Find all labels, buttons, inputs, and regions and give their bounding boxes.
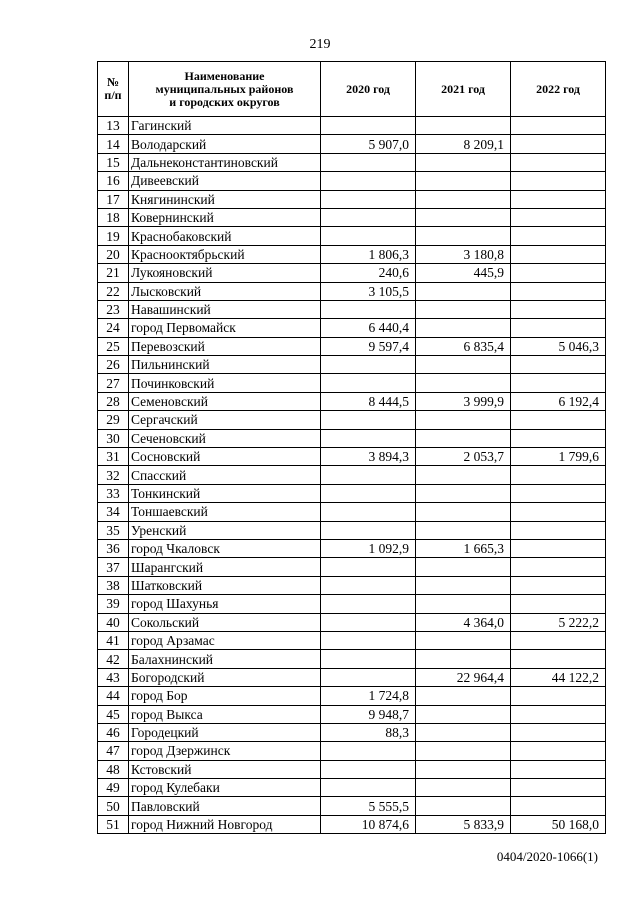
row-number: 33 [98,484,129,502]
row-name: Павловский [129,797,321,815]
row-name: Гагинский [129,117,321,135]
row-name: город Нижний Новгород [129,815,321,833]
document-code: 0404/2020-1066(1) [496,849,598,864]
row-number: 29 [98,411,129,429]
value-2022 [511,245,606,263]
table-row [98,668,606,686]
value-2021 [416,282,511,300]
row-name: Дальнеконстантиновский [129,153,321,171]
value-2021 [416,153,511,171]
value-2021 [416,576,511,594]
value-2022 [511,429,606,447]
value-2020 [321,466,416,484]
value-2021 [416,797,511,815]
table-row [98,613,606,631]
table-row [98,153,606,171]
value-2021: 6 835,4 [416,337,511,355]
value-2020 [321,374,416,392]
table-row [98,631,606,649]
value-2022 [511,742,606,760]
row-name: Городецкий [129,723,321,741]
row-name: город Кулебаки [129,779,321,797]
value-2021 [416,503,511,521]
table-row [98,760,606,778]
table-body [98,117,606,834]
value-2022 [511,300,606,318]
value-2021 [416,521,511,539]
row-name: Шарангский [129,558,321,576]
row-number: 36 [98,539,129,557]
value-2020 [321,595,416,613]
value-2020: 88,3 [321,723,416,741]
value-2022 [511,466,606,484]
value-2020 [321,227,416,245]
row-number: 40 [98,613,129,631]
row-number: 50 [98,797,129,815]
table-row [98,411,606,429]
row-number: 48 [98,760,129,778]
table-row [98,300,606,318]
table-row [98,208,606,226]
value-2021: 3 999,9 [416,392,511,410]
row-number: 39 [98,595,129,613]
table-row [98,227,606,245]
row-number: 14 [98,135,129,153]
value-2022 [511,411,606,429]
row-name: Дивеевский [129,172,321,190]
row-number: 23 [98,300,129,318]
header-name-line1: Наименование [184,68,265,83]
value-2022 [511,172,606,190]
value-2021 [416,705,511,723]
municipal-data-table [97,61,606,834]
value-2022 [511,650,606,668]
value-2021 [416,779,511,797]
row-number: 26 [98,356,129,374]
row-name: Балахнинский [129,650,321,668]
row-name: Сеченовский [129,429,321,447]
row-number: 34 [98,503,129,521]
row-name: Спасский [129,466,321,484]
value-2021 [416,300,511,318]
value-2022 [511,190,606,208]
value-2021: 4 364,0 [416,613,511,631]
row-name: Сосновский [129,448,321,466]
table-row [98,264,606,282]
row-number: 51 [98,815,129,833]
table-row [98,392,606,410]
value-2022 [511,319,606,337]
value-2020 [321,429,416,447]
value-2021 [416,484,511,502]
table-row [98,576,606,594]
table-row [98,245,606,263]
row-name: Починковский [129,374,321,392]
row-number: 47 [98,742,129,760]
value-2022 [511,227,606,245]
value-2020 [321,356,416,374]
table-row [98,815,606,833]
value-2022 [511,521,606,539]
value-2022 [511,595,606,613]
row-number: 27 [98,374,129,392]
value-2021 [416,687,511,705]
header-name [129,62,321,117]
value-2021 [416,190,511,208]
header-2021: 2021 год [416,62,511,117]
value-2020: 3 105,5 [321,282,416,300]
value-2020 [321,760,416,778]
row-name: Кстовский [129,760,321,778]
value-2020 [321,650,416,668]
row-name: Перевозский [129,337,321,355]
value-2021 [416,374,511,392]
value-2020: 9 597,4 [321,337,416,355]
table-row [98,374,606,392]
row-number: 22 [98,282,129,300]
value-2021: 3 180,8 [416,245,511,263]
value-2022: 1 799,6 [511,448,606,466]
row-name: Уренский [129,521,321,539]
row-name: Сергачский [129,411,321,429]
row-number: 25 [98,337,129,355]
row-name: город Чкаловск [129,539,321,557]
row-number: 43 [98,668,129,686]
table-row [98,319,606,337]
value-2020: 10 874,6 [321,815,416,833]
value-2020: 5 907,0 [321,135,416,153]
table-row [98,282,606,300]
value-2022 [511,705,606,723]
row-number: 18 [98,208,129,226]
table-row [98,521,606,539]
table-row [98,117,606,135]
value-2022 [511,117,606,135]
value-2020 [321,668,416,686]
row-number: 44 [98,687,129,705]
table-row [98,779,606,797]
value-2021 [416,650,511,668]
row-number: 24 [98,319,129,337]
value-2020: 5 555,5 [321,797,416,815]
page-number: 219 [309,37,331,52]
header-number [98,62,129,117]
value-2021: 1 665,3 [416,539,511,557]
value-2021 [416,319,511,337]
row-name: Навашинский [129,300,321,318]
value-2021 [416,742,511,760]
value-2020: 3 894,3 [321,448,416,466]
row-name: Сокольский [129,613,321,631]
value-2020 [321,742,416,760]
table-row [98,190,606,208]
value-2022 [511,135,606,153]
row-number: 32 [98,466,129,484]
table-row [98,595,606,613]
table-row [98,172,606,190]
value-2020 [321,613,416,631]
header-2020: 2020 год [321,62,416,117]
value-2022 [511,356,606,374]
row-number: 13 [98,117,129,135]
value-2020: 6 440,4 [321,319,416,337]
value-2021 [416,117,511,135]
value-2022 [511,760,606,778]
value-2021: 22 964,4 [416,668,511,686]
value-2022 [511,539,606,557]
row-name: Лукояновский [129,264,321,282]
row-name: Краснобаковский [129,227,321,245]
value-2021: 8 209,1 [416,135,511,153]
table-row [98,356,606,374]
value-2020 [321,300,416,318]
row-number: 46 [98,723,129,741]
row-name: Лысковский [129,282,321,300]
row-number: 30 [98,429,129,447]
row-number: 42 [98,650,129,668]
table-row [98,429,606,447]
table-row [98,742,606,760]
row-name: Богородский [129,668,321,686]
row-name: Тоншаевский [129,503,321,521]
value-2020 [321,521,416,539]
value-2020 [321,190,416,208]
value-2021 [416,227,511,245]
value-2021 [416,356,511,374]
table-row [98,723,606,741]
row-name: город Выкса [129,705,321,723]
value-2021 [416,760,511,778]
row-number: 20 [98,245,129,263]
value-2020: 9 948,7 [321,705,416,723]
value-2022 [511,631,606,649]
row-number: 37 [98,558,129,576]
row-name: город Первомайск [129,319,321,337]
table-header-row [98,62,606,117]
row-name: Семеновский [129,392,321,410]
value-2020 [321,631,416,649]
row-number: 35 [98,521,129,539]
table-row [98,797,606,815]
value-2022 [511,282,606,300]
row-name: город Дзержинск [129,742,321,760]
row-number: 41 [98,631,129,649]
value-2022 [511,576,606,594]
table-row [98,503,606,521]
table-row [98,687,606,705]
value-2022 [511,484,606,502]
value-2021 [416,411,511,429]
row-name: Пильнинский [129,356,321,374]
value-2022 [511,503,606,521]
value-2021 [416,208,511,226]
row-name: Володарский [129,135,321,153]
value-2020: 1 806,3 [321,245,416,263]
table-row [98,337,606,355]
value-2020: 240,6 [321,264,416,282]
row-number: 15 [98,153,129,171]
value-2022 [511,208,606,226]
value-2020 [321,153,416,171]
row-name: город Арзамас [129,631,321,649]
value-2020: 1 092,9 [321,539,416,557]
table-row [98,466,606,484]
table-row [98,650,606,668]
value-2022 [511,723,606,741]
value-2020 [321,117,416,135]
row-number: 49 [98,779,129,797]
value-2021 [416,466,511,484]
row-name: город Шахунья [129,595,321,613]
value-2022: 50 168,0 [511,815,606,833]
value-2020 [321,558,416,576]
row-number: 28 [98,392,129,410]
value-2022 [511,264,606,282]
row-name: Краснооктябрьский [129,245,321,263]
value-2020: 1 724,8 [321,687,416,705]
row-name: Тонкинский [129,484,321,502]
value-2020 [321,172,416,190]
header-name-line2: муниципальных районов [155,81,294,96]
value-2020 [321,208,416,226]
row-name: город Бор [129,687,321,705]
value-2021 [416,558,511,576]
value-2022: 6 192,4 [511,392,606,410]
value-2021 [416,723,511,741]
header-number-line2: п/п [104,88,122,102]
row-number: 31 [98,448,129,466]
value-2021: 445,9 [416,264,511,282]
value-2022: 44 122,2 [511,668,606,686]
value-2020 [321,411,416,429]
row-number: 21 [98,264,129,282]
row-name: Ковернинский [129,208,321,226]
value-2022 [511,779,606,797]
value-2022: 5 046,3 [511,337,606,355]
row-name: Шатковский [129,576,321,594]
value-2021: 2 053,7 [416,448,511,466]
value-2022 [511,687,606,705]
row-number: 19 [98,227,129,245]
row-number: 38 [98,576,129,594]
value-2020 [321,779,416,797]
table-row [98,135,606,153]
header-2022: 2022 год [511,62,606,117]
value-2021 [416,631,511,649]
value-2021 [416,172,511,190]
table-row [98,705,606,723]
header-number-line1: № [106,75,120,89]
value-2020: 8 444,5 [321,392,416,410]
row-number: 16 [98,172,129,190]
value-2021: 5 833,9 [416,815,511,833]
table-row [98,448,606,466]
value-2020 [321,576,416,594]
value-2022 [511,558,606,576]
row-number: 17 [98,190,129,208]
value-2022 [511,153,606,171]
value-2022 [511,797,606,815]
table-row [98,539,606,557]
row-name: Княгининский [129,190,321,208]
value-2022 [511,374,606,392]
row-number: 45 [98,705,129,723]
value-2021 [416,429,511,447]
table-row [98,484,606,502]
value-2022: 5 222,2 [511,613,606,631]
value-2020 [321,484,416,502]
table-row [98,558,606,576]
value-2020 [321,503,416,521]
header-name-line3: и городских округов [169,94,280,109]
value-2021 [416,595,511,613]
